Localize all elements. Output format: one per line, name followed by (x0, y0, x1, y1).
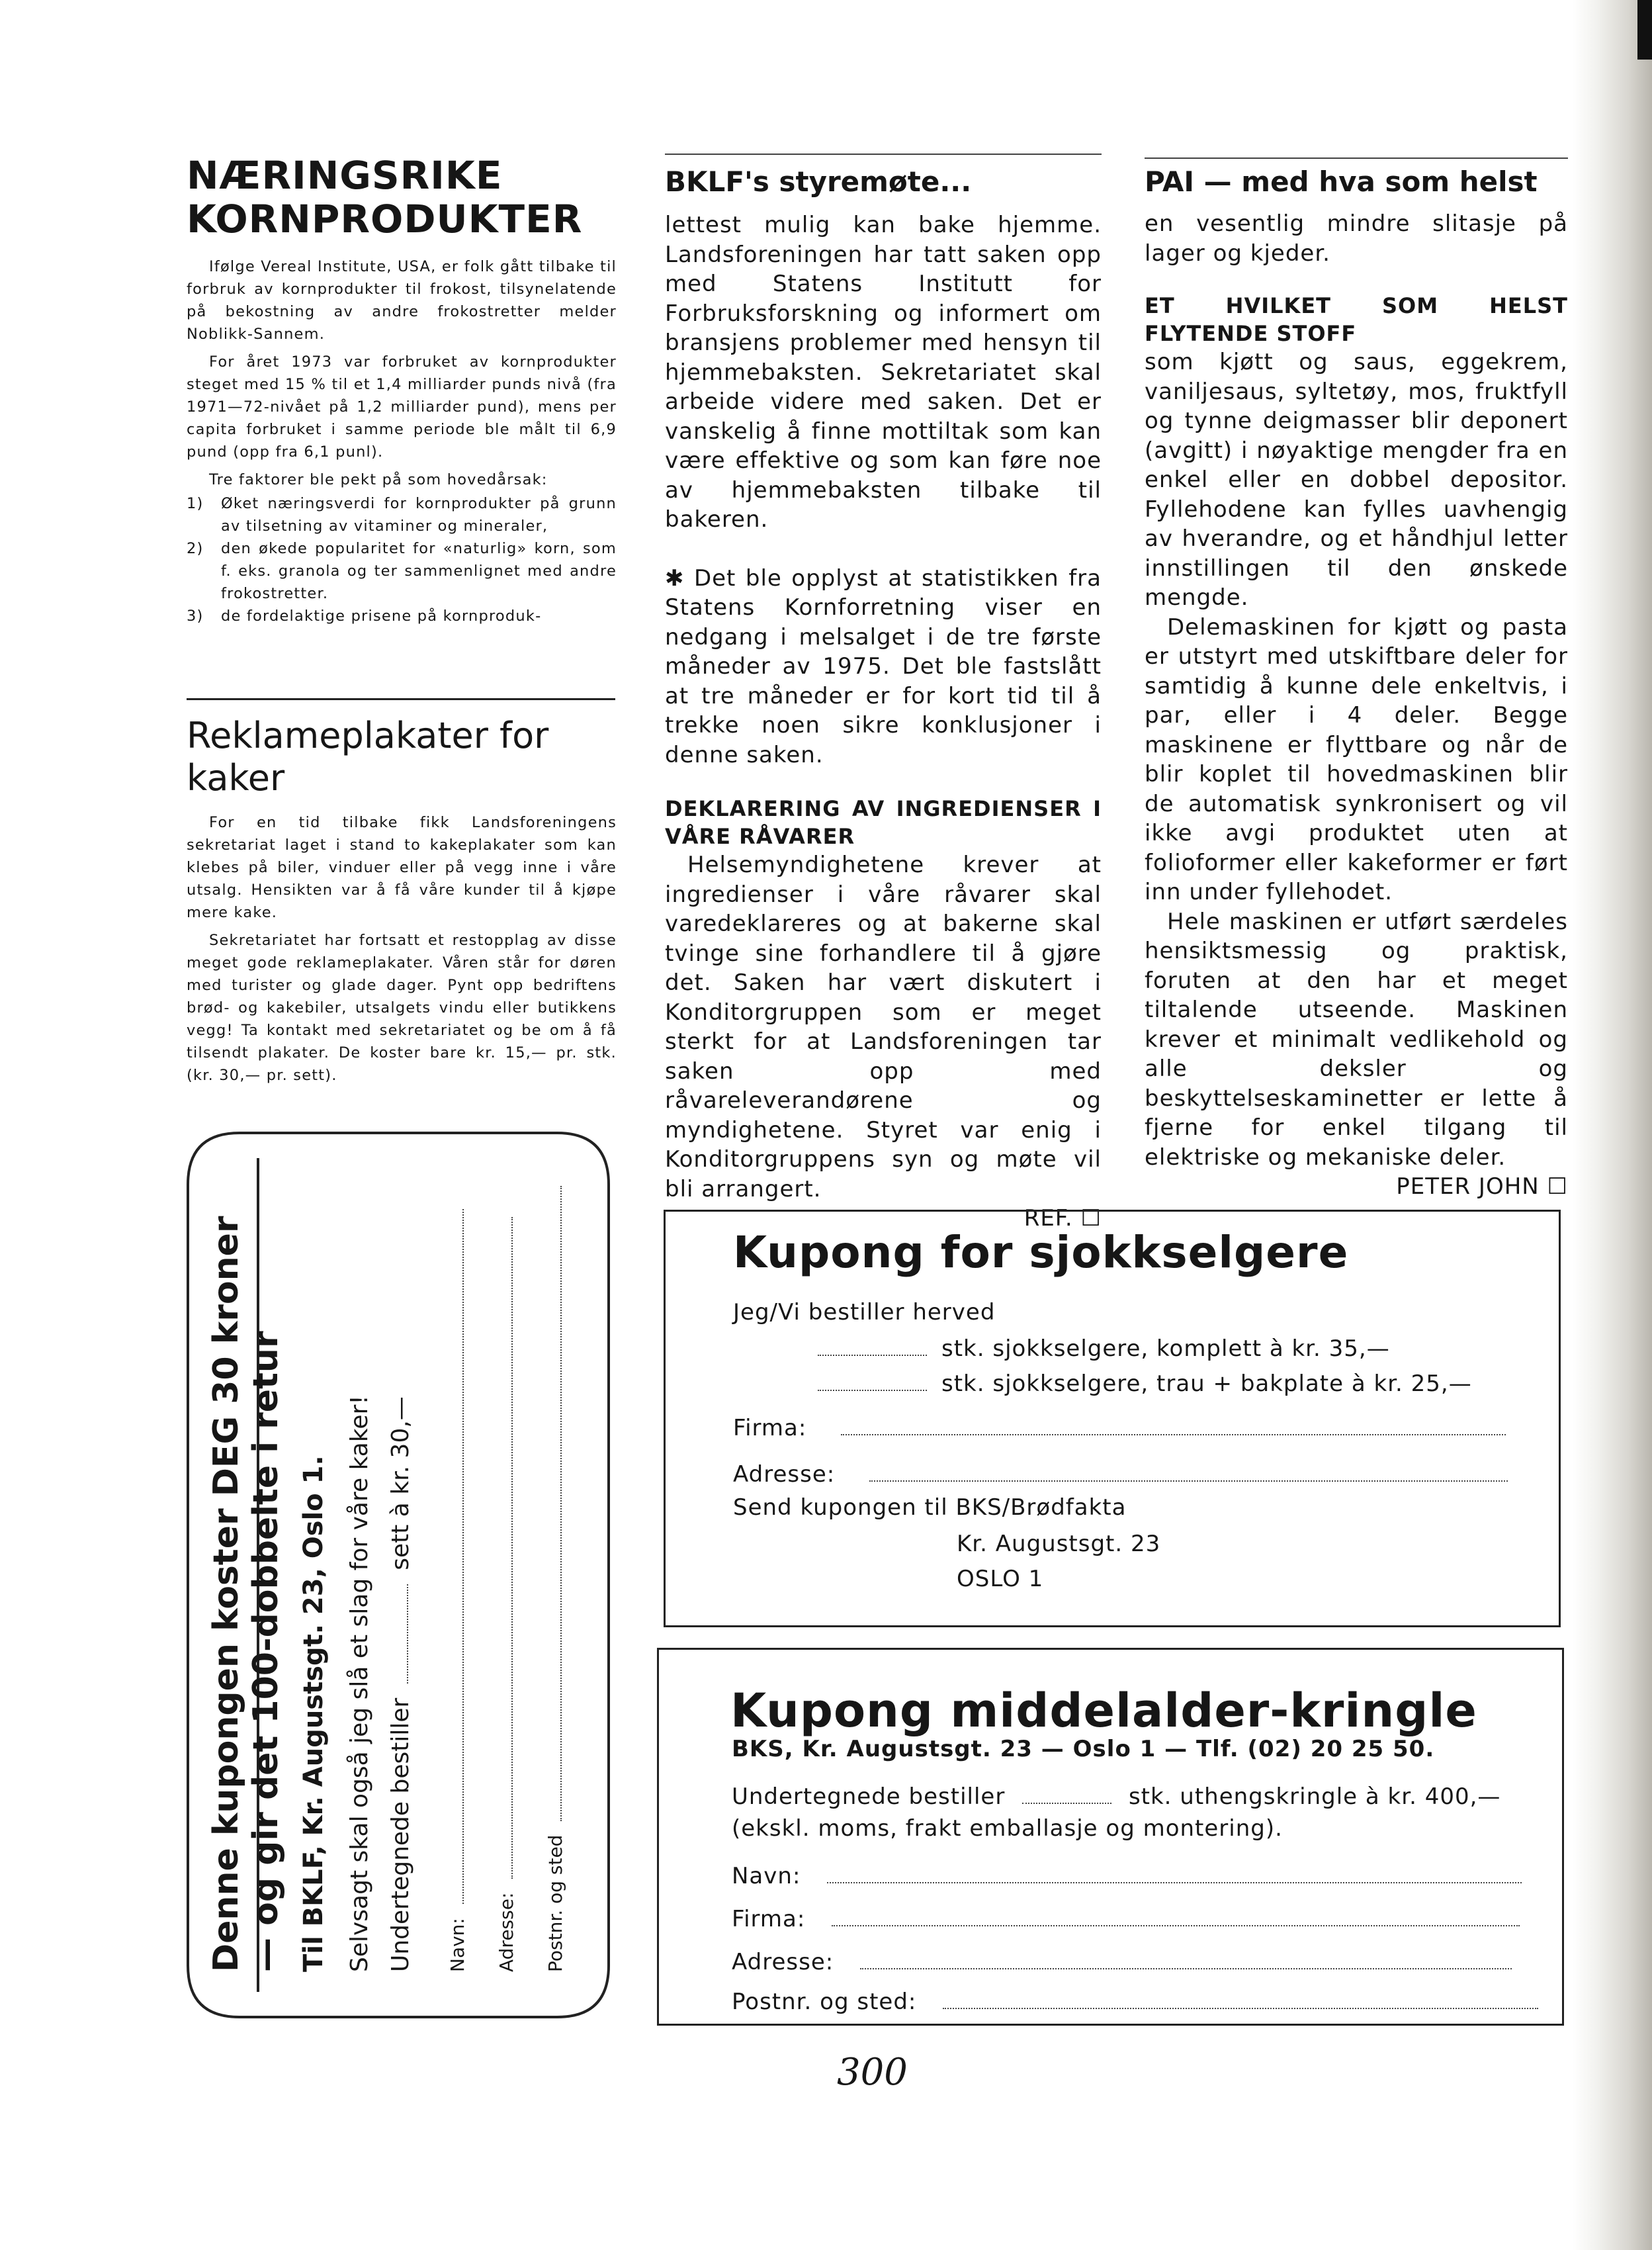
paragraph: Tre faktorer ble pekt på som hovedårsak: (209, 471, 548, 488)
postnr-field[interactable] (544, 1186, 568, 1972)
article-naeringsrike (187, 154, 617, 627)
order-line-1 (818, 1334, 1390, 1363)
order-note: (ekskl. moms, frakt emballasje og montering). (732, 1815, 1283, 1842)
navn-label: Navn: (732, 1863, 801, 1889)
article-title: BKLF's styremøte... (665, 165, 972, 198)
order-line (732, 1782, 1500, 1811)
article-bklf-styremote (665, 165, 1102, 1234)
coupon-middelalder-kringle (657, 1648, 1564, 2026)
order-text: stk. sjokkselgere, trau + bakplate à kr. 25,— (941, 1371, 1472, 1397)
article-title-line1: NÆRINGSRIKE (187, 153, 503, 198)
quantity-field[interactable] (1022, 1802, 1111, 1804)
paragraph: Ifølge Vereal Institute, USA, er folk gått tilbake til forbruk av kornprodukter til frokost, tilsynelatende på bekostning av andre frokostretter melder Noblikk-Sannem. (187, 258, 617, 343)
coupon-text-line2 (386, 1396, 415, 1972)
quantity-field-2[interactable] (818, 1389, 927, 1391)
article-body (187, 811, 617, 1087)
paragraph: Helsemyndighetene krever at ingredienser i våre råvarer skal varedeklareres og at bakerne skal tvinge sine forhandlere til å gjøre det. Saken har vært diskutert i Konditorgruppen som er meget sterkt for at Landsforeningen tar saken opp med råvareleverandørene og myndighetene. Styret var enig i Konditorgruppens syn og møte vil bli arrangert. (665, 852, 1102, 1202)
list-text: de fordelaktige prisene på kornproduk- (221, 608, 542, 625)
paragraph: en vesentlig mindre slitasje på lager og kjeder. (1145, 210, 1568, 267)
order-price: sett à kr. 30,— (387, 1396, 414, 1570)
factor-list (187, 492, 617, 627)
vertical-coupon (187, 1132, 610, 2018)
quantity-field-1[interactable] (818, 1354, 927, 1356)
paragraph: ✱ Det ble opplyst at statistikken fra Statens Kornforretning viser en nedgang i melsalget i de tre første måneder av 1975. Det ble fastslått at tre måneder er for kort tid til å trekke noen sikre konklusjoner i denne saken. (665, 564, 1102, 768)
list-text: den økede popularitet for «naturlig» korn, som f. eks. granola og ter sammenlignet med andre frokostretter. (221, 540, 617, 602)
order-line-2 (818, 1369, 1472, 1398)
coupon-title: Kupong middelalder-kringle (730, 1684, 1477, 1738)
navn-line[interactable] (827, 1881, 1522, 1883)
paragraph: lettest mulig kan bake hjemme. Landsforeningen har tatt saken opp med Statens Institutt for Forbruksforskning og informert om bransjens problemer med hensyn til hjemmebaksten. Sekretariatet skal arbeide videre med saken. Det er vanskelig å finne mottiltak som kan være effektive og som kan føre noe av hjemmebaksten tilbake til bakeren. (665, 212, 1102, 533)
article-title-line2: KORNPRODUKTER (187, 197, 583, 242)
firma-field[interactable] (733, 1414, 1506, 1443)
adresse-field[interactable] (732, 1948, 1512, 1977)
coupon-text-line1: Selvsagt skal også jeg slå et slag for våre kaker! (346, 1395, 373, 1972)
send-instruction: Send kupongen til BKS/Brødfakta (733, 1494, 1127, 1521)
firma-line[interactable] (841, 1433, 1506, 1435)
header-rule (665, 154, 1102, 155)
coupon-address: Til BKLF, Kr. Augustsgt. 23, Oslo 1. (298, 1455, 329, 1972)
coupon-title: Kupong for sjokkselgere (733, 1227, 1349, 1278)
paragraph: Hele maskinen er utført særdeles hensiktsmessig og praktisk, foruten at den har et meget tiltalende utseende. Maskinen krever et minimalt vedlikehold og alle deksler og beskyttelseskaminetter er lette å fjerne for enkel tilgang til elektriske og mekaniske deler. (1145, 908, 1568, 1171)
list-item (187, 537, 617, 605)
list-text: Øket næringsverdi for kornprodukter på grunn av tilsetning av vitaminer og mineraler, (221, 495, 617, 535)
page-number: 300 (837, 2051, 908, 2094)
paragraph: Sekretariatet har fortsatt et restopplag av disse meget gode reklameplakater. Våren står for døren med turister og glade dager. Pynt opp bedriftens brød- og kakebiler, utsalgets vindu eller butikkens vegg! Ta kontakt med sekretariatet og be om å få tilsendt plakater. De koster bare kr. 15,— pr. stk. (kr. 30,— pr. sett). (187, 932, 617, 1084)
order-text: stk. uthengskringle à kr. 400,— (1128, 1783, 1501, 1810)
coupon-sjokkselgere (664, 1210, 1561, 1627)
navn-label: Navn: (447, 1918, 468, 1972)
send-address-2: OSLO 1 (957, 1566, 1044, 1592)
page-edge-shadow (1573, 0, 1652, 2250)
list-number: 2) (187, 540, 204, 557)
coupon-intro: Jeg/Vi bestiller herved (733, 1299, 996, 1326)
list-item (187, 605, 617, 627)
adresse-field[interactable] (733, 1460, 1508, 1489)
list-number: 1) (187, 495, 204, 512)
article-body (187, 255, 617, 627)
headline-line1: Denne kupongen koster DEG 30 kroner (206, 1216, 246, 1972)
header-rule (1145, 158, 1568, 159)
article-body (1145, 209, 1568, 1202)
paragraph: som kjøtt og saus, eggekrem, vaniljesaus, syltetøy, mos, fruktfyll og tynne deigmasser blir deponert (avgitt) i nøyaktige mengder fra en enkel eller en dobbel depositor. Fyllehodene kan fylles uavhengig av hverandre, og et håndhjul letter innstillingen til den ønskede mengde. (1145, 349, 1568, 611)
article-title: PAI — med hva som helst (1145, 165, 1538, 198)
adresse-label: Adresse: (732, 1949, 834, 1975)
order-label: Undertegnede bestiller (732, 1783, 1006, 1810)
postnr-label: Postnr. og sted (544, 1834, 566, 1972)
postnr-line[interactable] (560, 1186, 562, 1821)
coupon-headline (206, 1216, 286, 1972)
headline-line2: — og gir det 100-dobbelte i retur (246, 1331, 286, 1972)
list-number: 3) (187, 608, 204, 625)
navn-field[interactable] (446, 1209, 470, 1972)
adresse-line[interactable] (860, 1967, 1512, 1969)
order-label: Undertegnede bestiller (387, 1697, 414, 1972)
navn-field[interactable] (732, 1862, 1522, 1891)
postnr-line[interactable] (943, 2007, 1538, 2009)
firma-line[interactable] (832, 1924, 1520, 1926)
firma-label: Firma: (732, 1906, 806, 1932)
adresse-line[interactable] (511, 1217, 513, 1879)
signature: REF. ☐ (1023, 1205, 1102, 1232)
paragraph: For en tid tilbake fikk Landsforeningens sekretariat laget i stand to kakeplakater som kan klebes på biler, vinduer eller på vegg inne i våre utsalg. Hensikten var å få våre kunder til å kjøpe mere kake. (187, 814, 617, 921)
postnr-field[interactable] (732, 1987, 1538, 2016)
adresse-field[interactable] (495, 1217, 519, 1972)
paragraph: For året 1973 var forbruket av kornprodukter steget med 15 % til et 1,4 milliarder punds nivå (fra 1971—72-nivået på 1,2 milliarder pund), mens per capita forbruket i samme periode ble målt til 6,9 pund (opp fra 6,1 punl). (187, 353, 617, 461)
adresse-label: Adresse: (733, 1461, 836, 1488)
adresse-label: Adresse: (496, 1892, 517, 1972)
firma-field[interactable] (732, 1905, 1520, 1934)
column-divider (187, 698, 615, 700)
list-item (187, 492, 617, 537)
article-reklameplakater (187, 715, 617, 1092)
adresse-line[interactable] (869, 1480, 1508, 1482)
article-title: Reklameplakater for kaker (187, 715, 549, 799)
coupon-address: BKS, Kr. Augustsgt. 23 — Oslo 1 — Tlf. (02) 20 25 50. (732, 1736, 1435, 1762)
order-text: stk. sjokkselgere, komplett à kr. 35,— (941, 1335, 1390, 1362)
quantity-field[interactable] (406, 1584, 408, 1684)
postnr-label: Postnr. og sted: (732, 1989, 917, 2015)
send-address-1: Kr. Augustsgt. 23 (957, 1531, 1161, 1557)
firma-label: Firma: (733, 1415, 807, 1441)
navn-line[interactable] (462, 1209, 464, 1904)
page-corner-mark (1637, 0, 1652, 60)
article-body (665, 210, 1102, 1234)
signature: PETER JOHN ☐ (1396, 1173, 1568, 1200)
article-pai (1145, 165, 1568, 1202)
section-subhead: ET HVILKET SOM HELST FLYTENDE STOFF (1145, 293, 1568, 346)
paragraph: Delemaskinen for kjøtt og pasta er utstyrt med utskiftbare deler for samtidig å kunne dele enkeltvis, i par, eller i 4 deler. Begge maskinene er flyttbare og når de blir koplet til hovedmaskinen blir de automatisk synkronisert og vil ikke avgi produktet uten at folioformer eller kakeformer er ført inn under fyllehodet. (1145, 613, 1568, 905)
section-subhead: DEKLARERING AV INGREDIENSER I VÅRE RÅVARER (665, 796, 1102, 849)
